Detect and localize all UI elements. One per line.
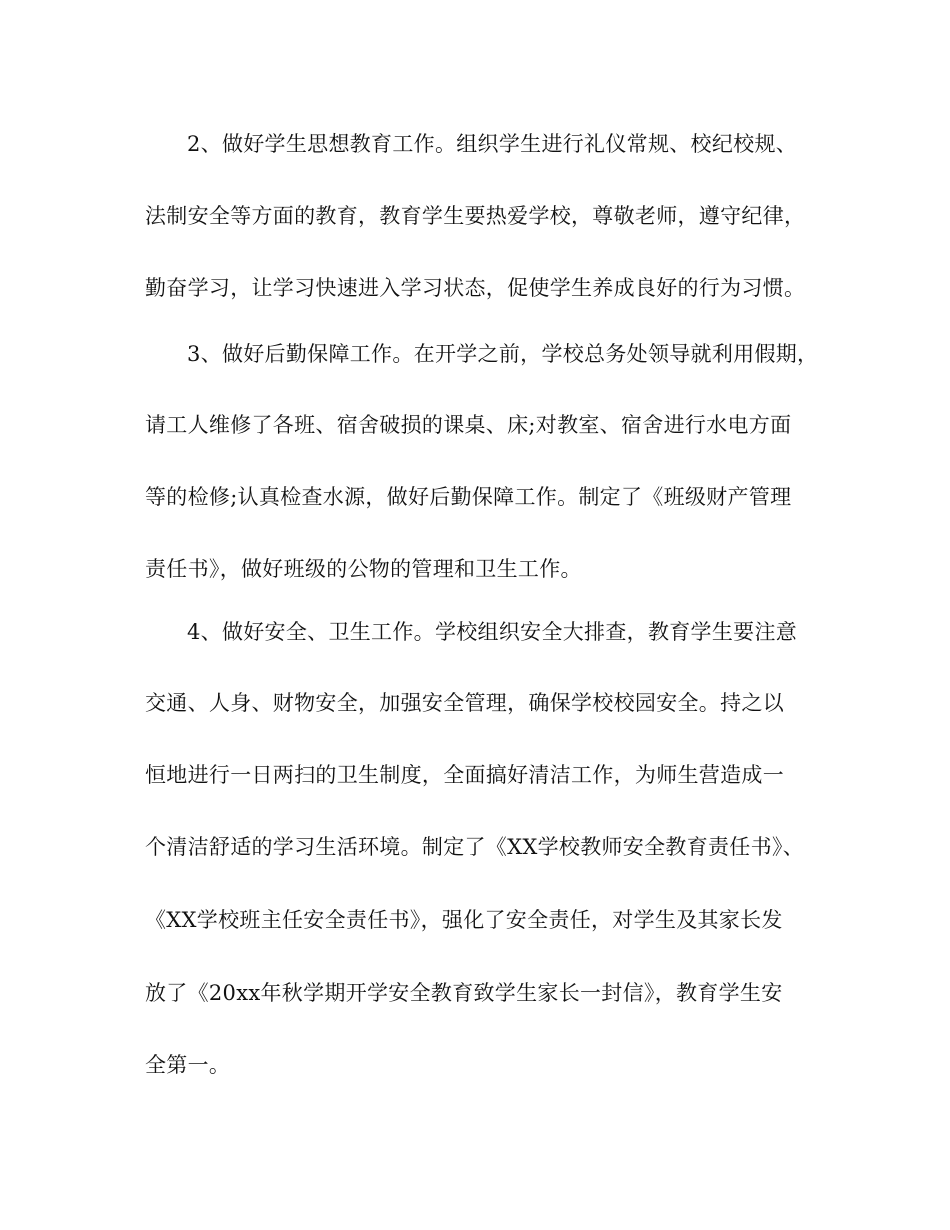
paragraph-2-line-3: 勤奋学习，让学习快速进入学习状态，促使学生养成良好的行为习惯。 — [145, 276, 806, 300]
paragraph-3-line-2: 请工人维修了各班、宿舍破损的课桌、床;对教室、宿舍进行水电方面 — [145, 413, 792, 437]
paragraph-3-line-1: 3、做好后勤保障工作。在开学之前，学校总务处领导就利用假期， — [187, 342, 819, 366]
paragraph-4-line-3: 恒地进行一日两扫的卫生制度，全面搞好清洁工作，为师生营造成一 — [145, 763, 784, 787]
paragraph-4-line-5: 《XX学校班主任安全责任书》，强化了安全责任，对学生及其家长发 — [145, 908, 783, 932]
paragraph-4-line-2: 交通、人身、财物安全，加强安全管理，确保学校校园安全。持之以 — [145, 691, 784, 715]
paragraph-3-line-3: 等的检修;认真检查水源，做好后勤保障工作。制定了《班级财产管理 — [145, 485, 792, 509]
paragraph-2-line-2: 法制安全等方面的教育，教育学生要热爱学校，尊敬老师，遵守纪律， — [145, 204, 806, 228]
paragraph-3-line-4: 责任书》，做好班级的公物的管理和卫生工作。 — [145, 557, 582, 581]
paragraph-4-line-7: 全第一。 — [145, 1053, 231, 1077]
paragraph-2-line-1: 2、做好学生思想教育工作。组织学生进行礼仪常规、校纪校规、 — [187, 132, 798, 156]
paragraph-4-line-1: 4、做好安全、卫生工作。学校组织安全大排查，教育学生要注意 — [187, 620, 798, 644]
paragraph-4-line-4: 个清洁舒适的学习生活环境。制定了《XX学校教师安全教育责任书》、 — [145, 835, 804, 859]
paragraph-4-line-6: 放了《20xx年秋学期开学安全教育致学生家长一封信》，教育学生安 — [145, 981, 783, 1005]
